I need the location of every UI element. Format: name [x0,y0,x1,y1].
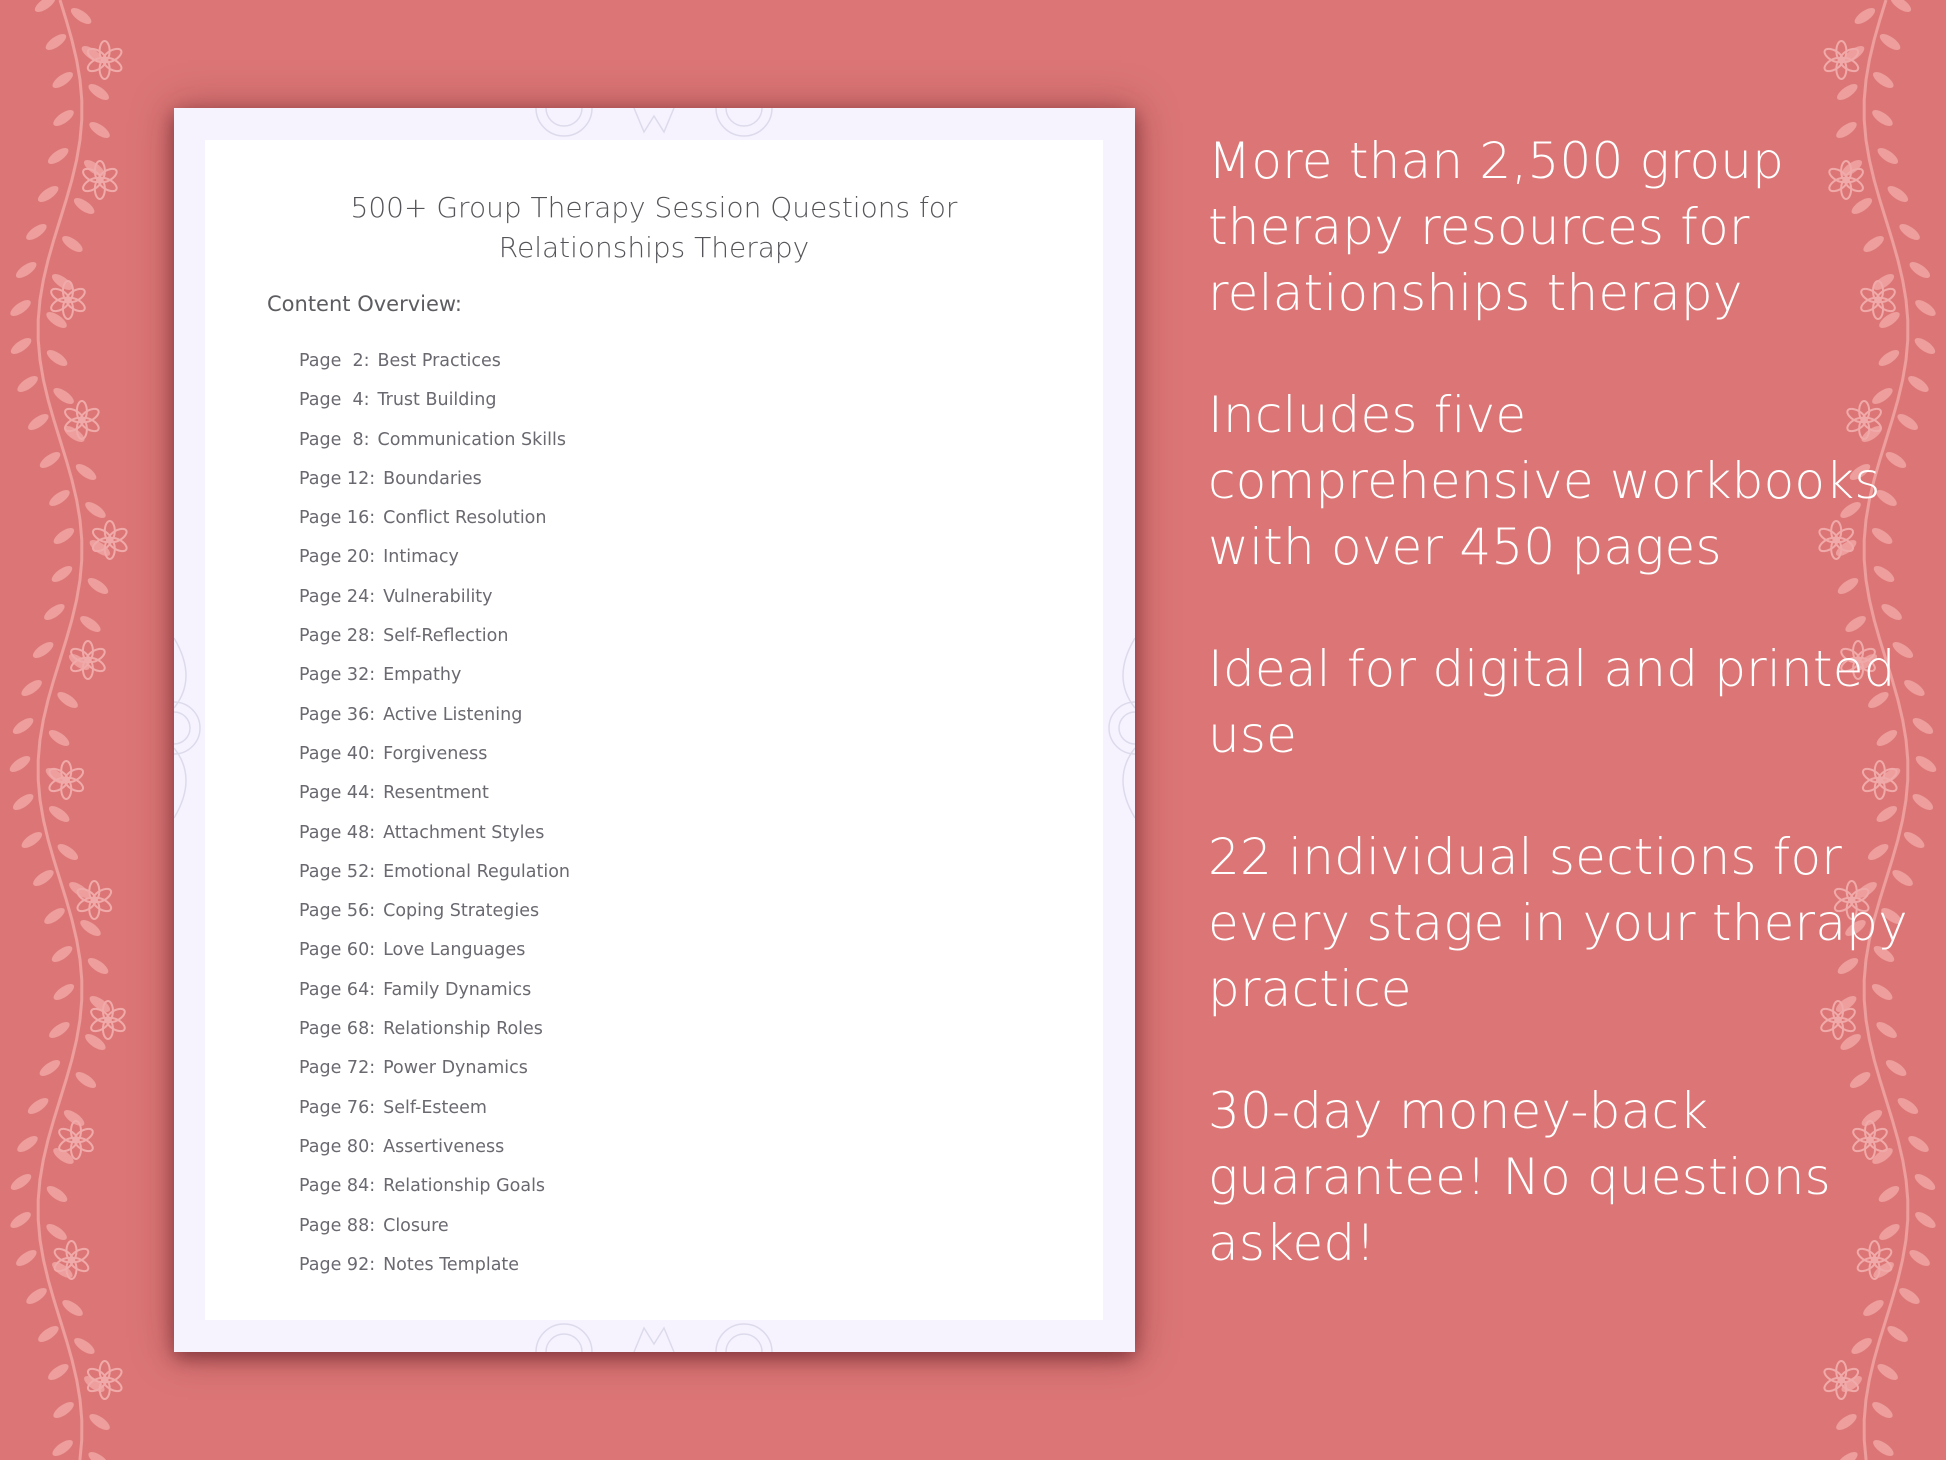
toc-item [299,578,570,617]
mandala-ornament-top [504,108,804,140]
toc-section-title: Empathy [383,665,462,686]
toc-page-number: Page 56: [299,901,376,922]
toc-item [299,342,570,381]
feature-text: 22 individual sections for every stage in your therapy practice [1208,828,1908,1018]
toc-page-number: Page 92: [299,1254,376,1275]
toc-page-number: Page 72: [299,1058,376,1079]
toc-page-number: Page 36: [299,704,376,725]
toc-page-number: Page 20: [299,547,376,568]
toc-section-title: Coping Strategies [383,901,540,922]
toc-item [299,814,570,853]
toc-section-title: Intimacy [383,547,459,568]
toc-item [299,853,570,892]
toc-page-number: Page 40: [299,743,376,764]
toc-page-number: Page 80: [299,1136,376,1157]
toc-section-title: Notes Template [383,1254,520,1275]
toc-item [299,381,570,420]
toc-item [299,892,570,931]
toc-item [299,1089,570,1128]
toc-page-number: Page 64: [299,979,376,1000]
toc-section-title: Active Listening [383,704,523,725]
toc-item [299,1246,570,1285]
toc-section-title: Relationship Roles [383,1019,543,1040]
toc-page-number: Page 12: [299,468,376,489]
toc-page-number: Page 32: [299,665,376,686]
toc-section-title: Love Languages [383,940,526,961]
toc-page-number: Page 8: [299,429,370,450]
toc-section-title: Best Practices [377,351,501,371]
toc-section-title: Relationship Goals [383,1176,546,1197]
content-overview-label: Content Overview: [267,292,462,316]
toc-section-title: Attachment Styles [383,822,545,843]
floral-vine-left-decoration [0,0,130,1460]
toc-page-number: Page 2: [299,351,370,371]
toc-section-title: Communication Skills [377,429,566,450]
toc-item [299,931,570,970]
toc-item [299,1167,570,1206]
toc-page-number: Page 76: [299,1097,376,1118]
feature-text: 30-day money-back guarantee! No questions asked! [1208,1082,1831,1272]
document-title [205,188,1103,268]
toc-section-title: Conflict Resolution [383,508,547,529]
feature-list [1208,128,1908,1332]
mandala-ornament-left [174,618,205,838]
toc-item [299,1128,570,1167]
toc-section-title: Trust Building [377,390,497,411]
toc-section-title: Self-Esteem [383,1097,487,1118]
table-of-contents [299,342,570,1285]
toc-page-number: Page 68: [299,1019,376,1040]
toc-page-number: Page 60: [299,940,376,961]
document-title-line-1: 500+ Group Therapy Session Questions for [350,191,958,224]
feature-text: More than 2,500 group therapy resources for relationships therapy [1208,132,1785,322]
toc-page-number: Page 48: [299,822,376,843]
toc-section-title: Family Dynamics [383,979,532,1000]
toc-page-number: Page 44: [299,783,376,804]
toc-page-number: Page 24: [299,586,376,607]
mandala-ornament-bottom [504,1320,804,1352]
toc-item [299,774,570,813]
toc-section-title: Power Dynamics [383,1058,528,1079]
document-page-preview [174,108,1135,1352]
toc-section-title: Boundaries [383,468,482,489]
toc-section-title: Emotional Regulation [383,861,571,882]
toc-item [299,1010,570,1049]
toc-page-number: Page 88: [299,1215,376,1236]
toc-item [299,1207,570,1246]
toc-item [299,656,570,695]
toc-item [299,735,570,774]
toc-item [299,971,570,1010]
document-content-area [205,140,1103,1320]
feature-text: Includes five comprehensive workbooks with over 450 pages [1208,386,1881,576]
toc-section-title: Self-Reflection [383,626,509,647]
toc-item [299,421,570,460]
toc-section-title: Vulnerability [383,586,493,607]
feature-text: Ideal for digital and printed use [1208,640,1896,764]
toc-item [299,696,570,735]
toc-page-number: Page 4: [299,390,370,411]
toc-section-title: Closure [383,1215,449,1236]
toc-page-number: Page 52: [299,861,376,882]
toc-item [299,1049,570,1088]
mandala-ornament-right [1104,618,1135,838]
toc-page-number: Page 84: [299,1176,376,1197]
toc-item [299,617,570,656]
toc-item [299,460,570,499]
toc-page-number: Page 28: [299,626,376,647]
document-title-line-2: Relationships Therapy [498,231,810,264]
toc-section-title: Forgiveness [383,743,488,764]
toc-section-title: Resentment [383,783,489,804]
toc-page-number: Page 16: [299,508,376,529]
toc-section-title: Assertiveness [383,1136,505,1157]
toc-item [299,499,570,538]
toc-item [299,538,570,577]
